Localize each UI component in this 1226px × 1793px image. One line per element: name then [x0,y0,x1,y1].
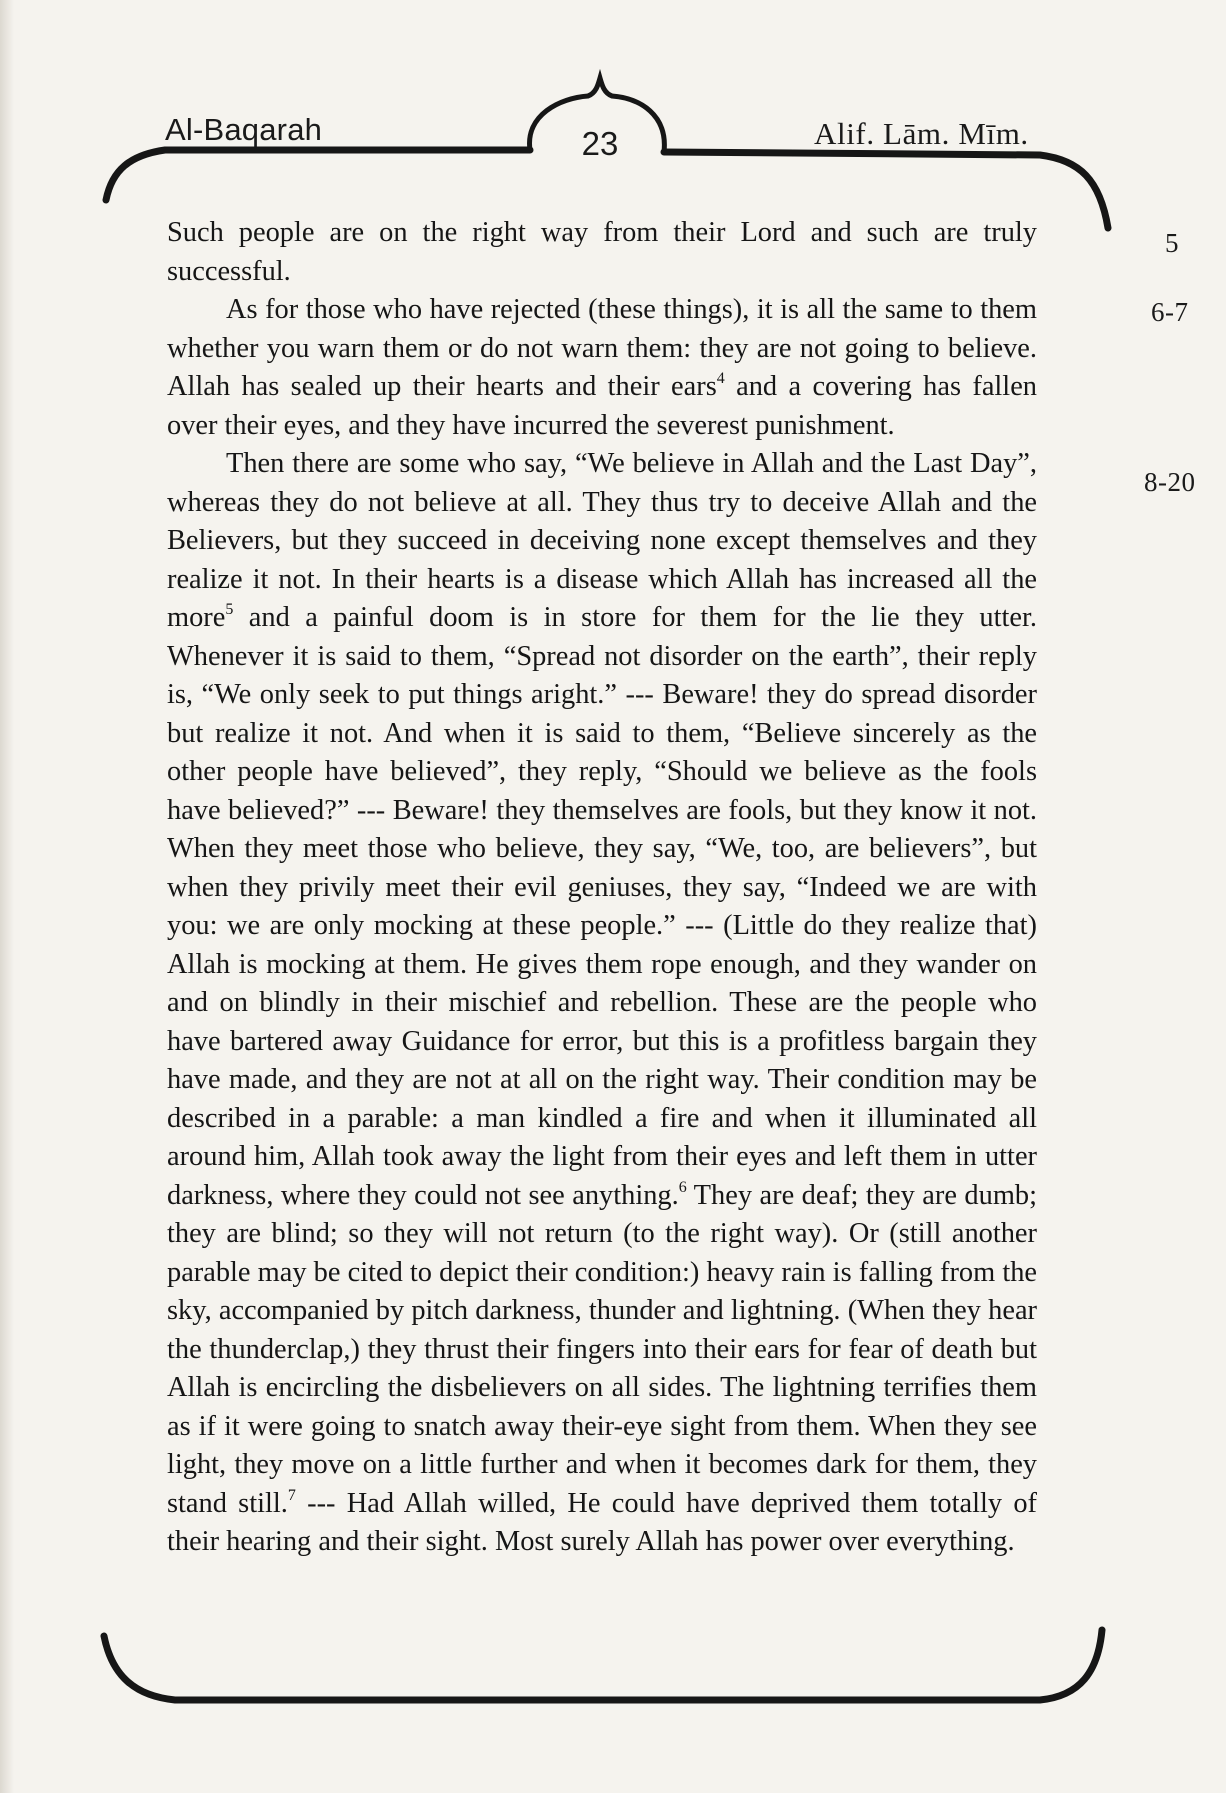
paragraph-text: and a painful doom is in store for them for the lie they utter. Whenever it is said to them, “Spread not disorder on the earth”, their reply is, “We only seek to put things aright.” --- Beware! they do spread disorder but realize it not. And when it is said to them, “Believe sincerely as the other people have believed”, they reply, “Should we believe as the fools have believed?” --- Beware! they themselves are fools, but they know it not. When they meet those who believe, they say, “We, too, are believers”, but when they privily meet their evil geniuses, they say, “Indeed we are with you: we are only mocking at these people.” --- (Little do they realize that) Allah is mocking at them. He gives them rope enough, and they wander on and on blindly in their mischief and rebellion. These are the people who have bartered away Guidance for error, but this is a profitless bargain they have made, and they are not at all on the right way. Their condition may be described in a parable: a man kindled a fire and when it illuminated all around him, Allah took away the light from their eyes and left them in utter darkness, where they could not see anything. [167,602,1037,1211]
paragraph-text: and a covering has fallen over their eyes, and they have incurred the severest punishment. [167,371,1037,441]
running-head-surah: Al-Baqarah [165,112,323,147]
footer-rule [104,1630,1102,1700]
paragraph-text: --- Had Allah willed, He could have deprived them totally of their hearing and their sight. Most surely Allah has power over everything. [167,1487,1037,1557]
footnote-marker: 6 [678,1178,687,1196]
verse-ref-8-20: 8-20 [1144,467,1196,497]
page-number: 23 [581,125,619,162]
paragraph-text: They are deaf; they are dumb; they are blind; so they will not return (to the right way). Or (still another parable may be cited to depict their condition:) heavy rain is falling from the sky, accompanied by pitch darkness, thunder and lightning. (When they hear the thunderclap,) they thrust their fingers into their ears for fear of death but Allah is encircling the disbelievers on all sides. The lightning terrifies them as if it were going to snatch away their-eye sight from them. When they see light, they move on a little further and when it becomes dark for them, they stand still. [167,1179,1037,1519]
verse-ref-6-7: 6-7 [1151,297,1189,327]
paragraph-verses-6-7 [167,291,1037,445]
footnote-marker: 5 [225,601,234,618]
paragraph-verses-8-20 [167,445,1037,1562]
running-head-letters: Alif. Lām. Mīm. [814,116,1029,151]
footnote-marker: 4 [716,370,725,387]
paragraph-text: Then there are some who say, “We believe in Allah and the Last Day”, whereas they do not believe at all. They thus try to deceive Allah and the Believers, but they succeed in deceiving none except themselves and they realize it not. In their hearts is a disease which Allah has increased all the more [167,448,1037,633]
verse-ref-5: 5 [1165,228,1179,258]
footnote-marker: 7 [287,1486,296,1504]
translation-body [167,214,1037,1562]
paragraph-verse-5: Such people are on the right way from their Lord and such are truly successful. [167,217,1037,287]
header-rule-left [106,150,530,200]
paragraph-text: As for those who have rejected (these things), it is all the same to them whether you warn them or do not warn them: they are not going to believe. Allah has sealed up their hearts and their ears [167,294,1037,402]
